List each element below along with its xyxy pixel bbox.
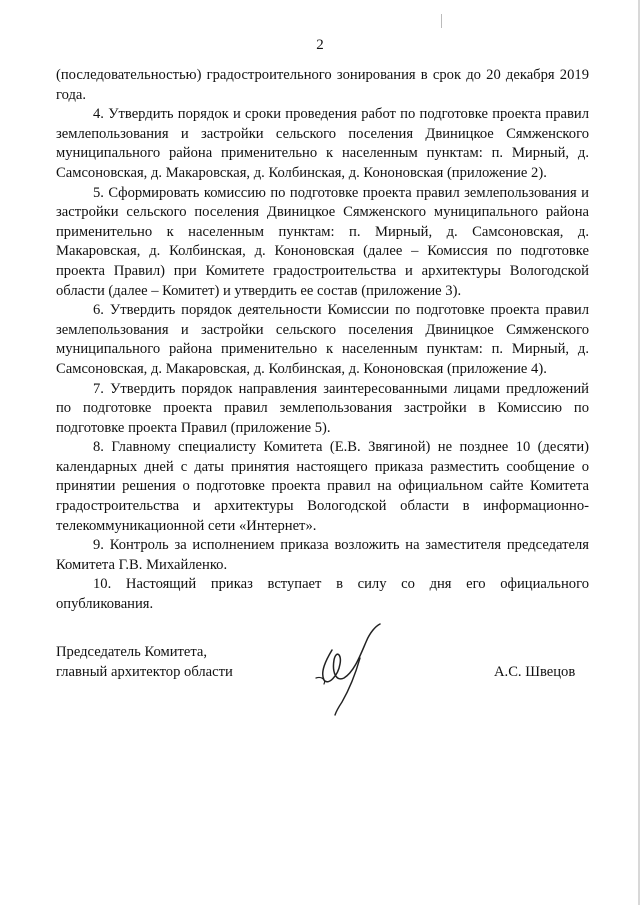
page-number: 2 xyxy=(316,37,324,53)
paragraph-item-10: 10. Настоящий приказ вступает в силу со дня его официального опубликования. xyxy=(56,576,589,613)
signatory-position xyxy=(56,643,233,682)
paragraph-item-4: 4. Утвердить порядок и сроки проведения работ по подготовке проекта правил землепользования и застройки сельского поселения Двиницкое Сямженского муниципального района применительно к населенным пунктам: п. Мирный, д. Самсоновская, д. Макаровская, д. Колбинская, д. Кононовская (приложение 2). xyxy=(56,106,589,181)
handwritten-signature xyxy=(302,620,392,718)
paragraph-item-8: 8. Главному специалисту Комитета (Е.В. Звягиной) не позднее 10 (десяти) календарных дней с даты принятия настоящего приказа разместить сообщение о принятии решения о подготовке проекта правил на официальном сайте Комитета градостроительства и архитектуры Вологодской области в информационно-телекоммуникационной сети «Интернет». xyxy=(56,439,589,534)
scan-tick-mark xyxy=(441,14,442,28)
paragraph-item-5: 5. Сформировать комиссию по подготовке проекта правил землепользования и застройки сельского поселения Двиницкое Сямженского муниципального района применительно к населенным пунктам: п. Мирный, д. Самсоновская, д. Макаровская, д. Колбинская, д. Кононовская (далее – Комиссия по подготовке проекта Правил) при Комитете градостроительства и архитектуры Вологодской области (далее – Комитет) и утвердить ее состав (приложение 3). xyxy=(56,184,589,299)
paragraph-item-6: 6. Утвердить порядок деятельности Комиссии по подготовке проекта правил землепользования и застройки сельского поселения Двиницкое Сямженского муниципального района применительно к населенным пунктам: п. Мирный, д. Самсоновская, д. Макаровская, д. Колбинская, д. Кононовская (приложение 4). xyxy=(56,302,589,377)
signatory-position-line-1: Председатель Комитета, xyxy=(56,644,208,660)
paragraph-item-7: 7. Утвердить порядок направления заинтересованными лицами предложений по подготовке проекта правил землепользования застройки в Комиссию по подготовке проекта Правил (приложение 5). xyxy=(56,380,589,436)
paragraph-item-9: 9. Контроль за исполнением приказа возложить на заместителя председателя Комитета Г.В. Михайленко. xyxy=(56,537,589,573)
document-body xyxy=(56,66,589,615)
paragraph-continuation: (последовательностью) градостроительного зонирования в срок до 20 декабря 2019 года. xyxy=(56,67,589,103)
signatory-name: А.С. Швецов xyxy=(494,664,576,680)
signatory-position-line-2: главный архитектор области xyxy=(56,663,233,680)
